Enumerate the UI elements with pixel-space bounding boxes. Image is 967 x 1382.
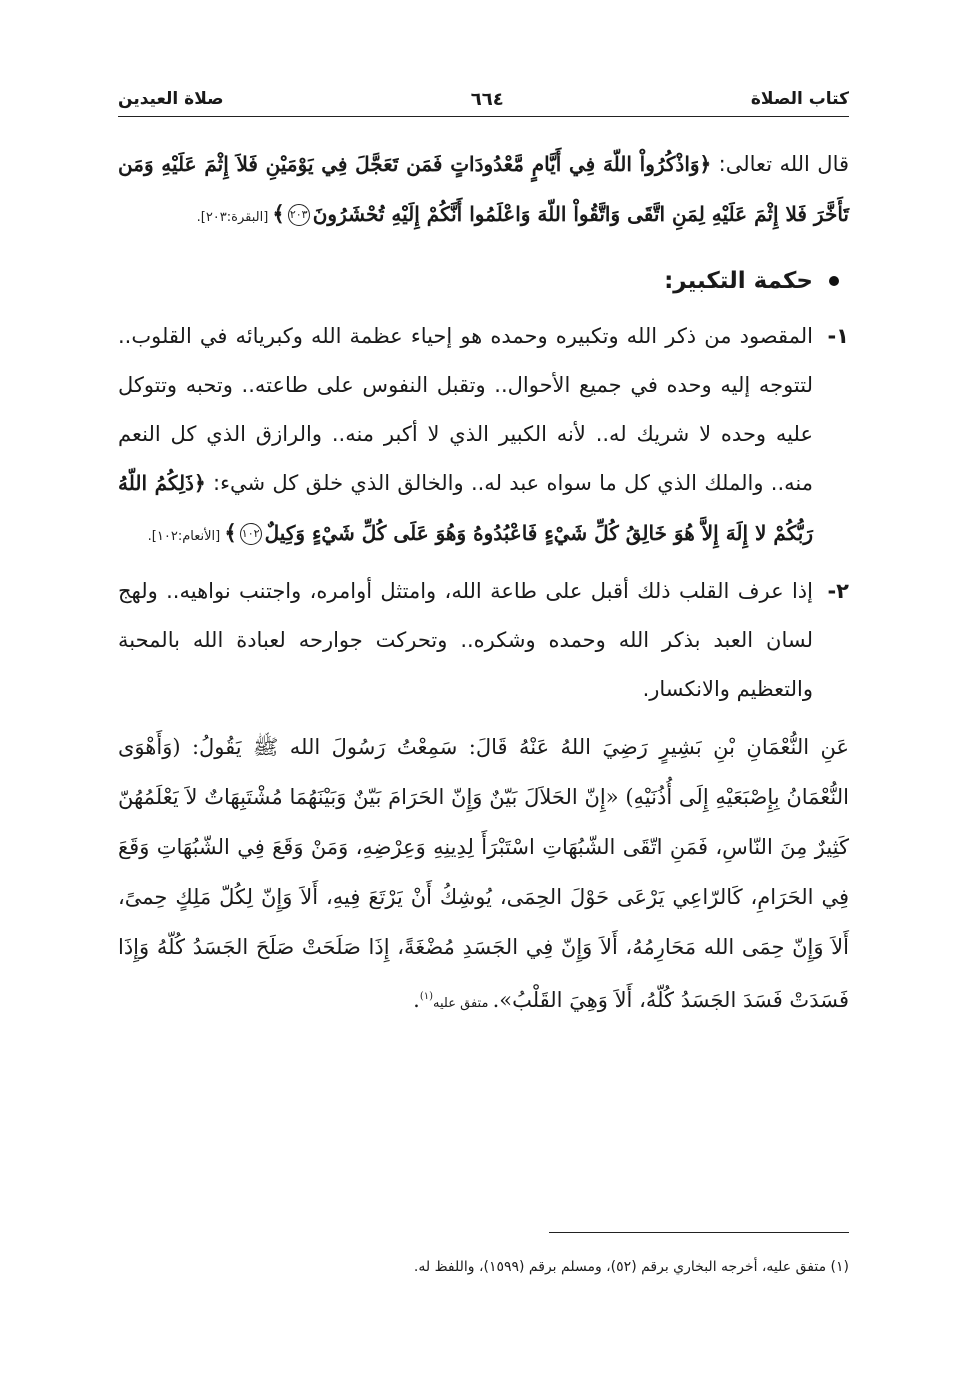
page-number: ٦٦٤ bbox=[470, 88, 504, 110]
footnote: (١) متفق عليه، أخرجه البخاري برقم (٥٢)، ومسلم برقم (١٥٩٩)، واللفظ له. bbox=[413, 1259, 849, 1275]
list-item-number: ٢- bbox=[827, 579, 849, 603]
footnote-rule bbox=[549, 1232, 849, 1233]
hadith-end: . bbox=[413, 988, 420, 1012]
point-text: إذا عرف القلب ذلك أقبل على طاعة الله، وامتثل أوامره، واجتنب نواهيه.. ولهج لسان العبد بذكر الله وحمده وشكره.. وتحركت جوارحه لعبادة الله بالمحبة والتعظيم والانكسار. bbox=[118, 579, 813, 701]
verse-close-bracket: ﴾ bbox=[272, 201, 285, 226]
footnote-marker[interactable]: (١) bbox=[419, 991, 434, 1002]
verse-number-marker: ١٠٢ bbox=[240, 523, 262, 545]
quran-verse-baqarah: ﴿وَاذْكُرُواْ اللّهَ فِي أَيَّامٍ مَّعْدُودَاتٍ فَمَن تَعَجَّلَ فِي يَوْمَيْنِ فَلاَ إِثْمَ عَلَيْهِ وَمَن تَأَخَّرَ فَلا إِثْمَ عَلَيْهِ لِمَنِ اتَّقَى وَاتَّقُواْ اللّهَ وَاعْلَمُوا أَنَّكُمْ إِلَيْهِ تُحْشَرُونَ bbox=[118, 152, 849, 226]
verse-number-marker: ٢٠٣ bbox=[288, 204, 310, 226]
main-content bbox=[118, 140, 849, 1029]
verse-close-bracket: ﴾ bbox=[224, 520, 237, 545]
running-header bbox=[118, 84, 849, 114]
list-item-text bbox=[118, 567, 813, 714]
list-item-number: ١- bbox=[827, 324, 849, 348]
section-heading-text: حكمة التكبير: bbox=[664, 268, 813, 294]
verse-reference: [البقرة:٢٠٣]. bbox=[196, 210, 273, 225]
intro-lead: قال الله تعالى: bbox=[711, 152, 850, 176]
chapter-title: صلاة العيدين bbox=[118, 89, 224, 109]
list-item bbox=[118, 312, 849, 561]
hadith-paragraph bbox=[118, 722, 849, 1029]
section-heading bbox=[118, 256, 849, 306]
hadith-text: عَنِ النُّعْمَانِ بْنِ بَشِيرٍ رَضِيَ اللهُ عَنْهُ قَالَ: سَمِعْتُ رَسُولَ الله ﷺ يَقُولُ: (وَأَهْوَى النُّعْمَانُ بِإِصْبَعَيْهِ إِلَى أُذُنَيْهِ) «إِنّ الحَلاَلَ بَيّنٌ وَإِنّ الحَرَامَ بَيّنٌ وَبَيْنَهُمَا مُشْتَبِهَاتٌ لاَ يَعْلَمُهُنّ كَثِيرٌ مِنَ النّاسِ، فَمَنِ اتّقَى الشّبُهَاتِ اسْتَبْرَأَ لِدِينِهِ وَعِرْضِهِ، وَمَنْ وَقَعَ فِي الشّبُهَاتِ وَقَعَ فِي الحَرَامِ، كَالرّاعِي يَرْعَى حَوْلَ الحِمَى، يُوشِكُ أَنْ يَرْتَعَ فِيهِ، أَلاَ وَإِنّ لِكُلّ مَلِكٍ حِمىً، أَلاَ وَإِنّ حِمَى الله مَحَارِمُهُ، أَلاَ وَإِنّ فِي الجَسَدِ مُضْغَةً، إِذَا صَلَحَتْ صَلَحَ الجَسَدُ كُلّهُ وَإِذَا فَسَدَتْ فَسَدَ الجَسَدُ كُلّهُ، أَلاَ وَهِيَ القَلْبُ». bbox=[118, 735, 849, 1012]
bullet-icon bbox=[829, 276, 839, 286]
quran-verse-anam: ﴿ذَلِكُمُ اللّهُ رَبُّكُمْ لا إِلَهَ إِلاَّ هُوَ خَالِقُ كُلِّ شَيْءٍ فَاعْبُدُوهُ وَهُوَ عَلَى كُلِّ شَيْءٍ وَكِيلٌ bbox=[118, 471, 813, 545]
list-item-text bbox=[118, 312, 813, 561]
list-item bbox=[118, 567, 849, 714]
header-rule bbox=[118, 116, 849, 117]
intro-paragraph bbox=[118, 140, 849, 242]
point-text: المقصود من ذكر الله وتكبيره وحمده هو إحياء عظمة الله وكبريائه في القلوب.. لتتوجه إليه وحده في جميع الأحوال.. وتقبل النفوس على طاعته.. وتحبه وتتوكل عليه وحده لا شريك له.. لأنه الكبير الذي لا أكبر منه.. والرازق الذي كل النعم منه.. والملك الذي كل ما سواه عبد له.. والخالق الذي خلق كل شيء: bbox=[118, 324, 814, 495]
book-title: كتاب الصلاة bbox=[750, 89, 849, 109]
hadith-grading: متفق عليه bbox=[433, 996, 493, 1011]
verse-reference: [الأنعام:١٠٢]. bbox=[147, 529, 225, 544]
